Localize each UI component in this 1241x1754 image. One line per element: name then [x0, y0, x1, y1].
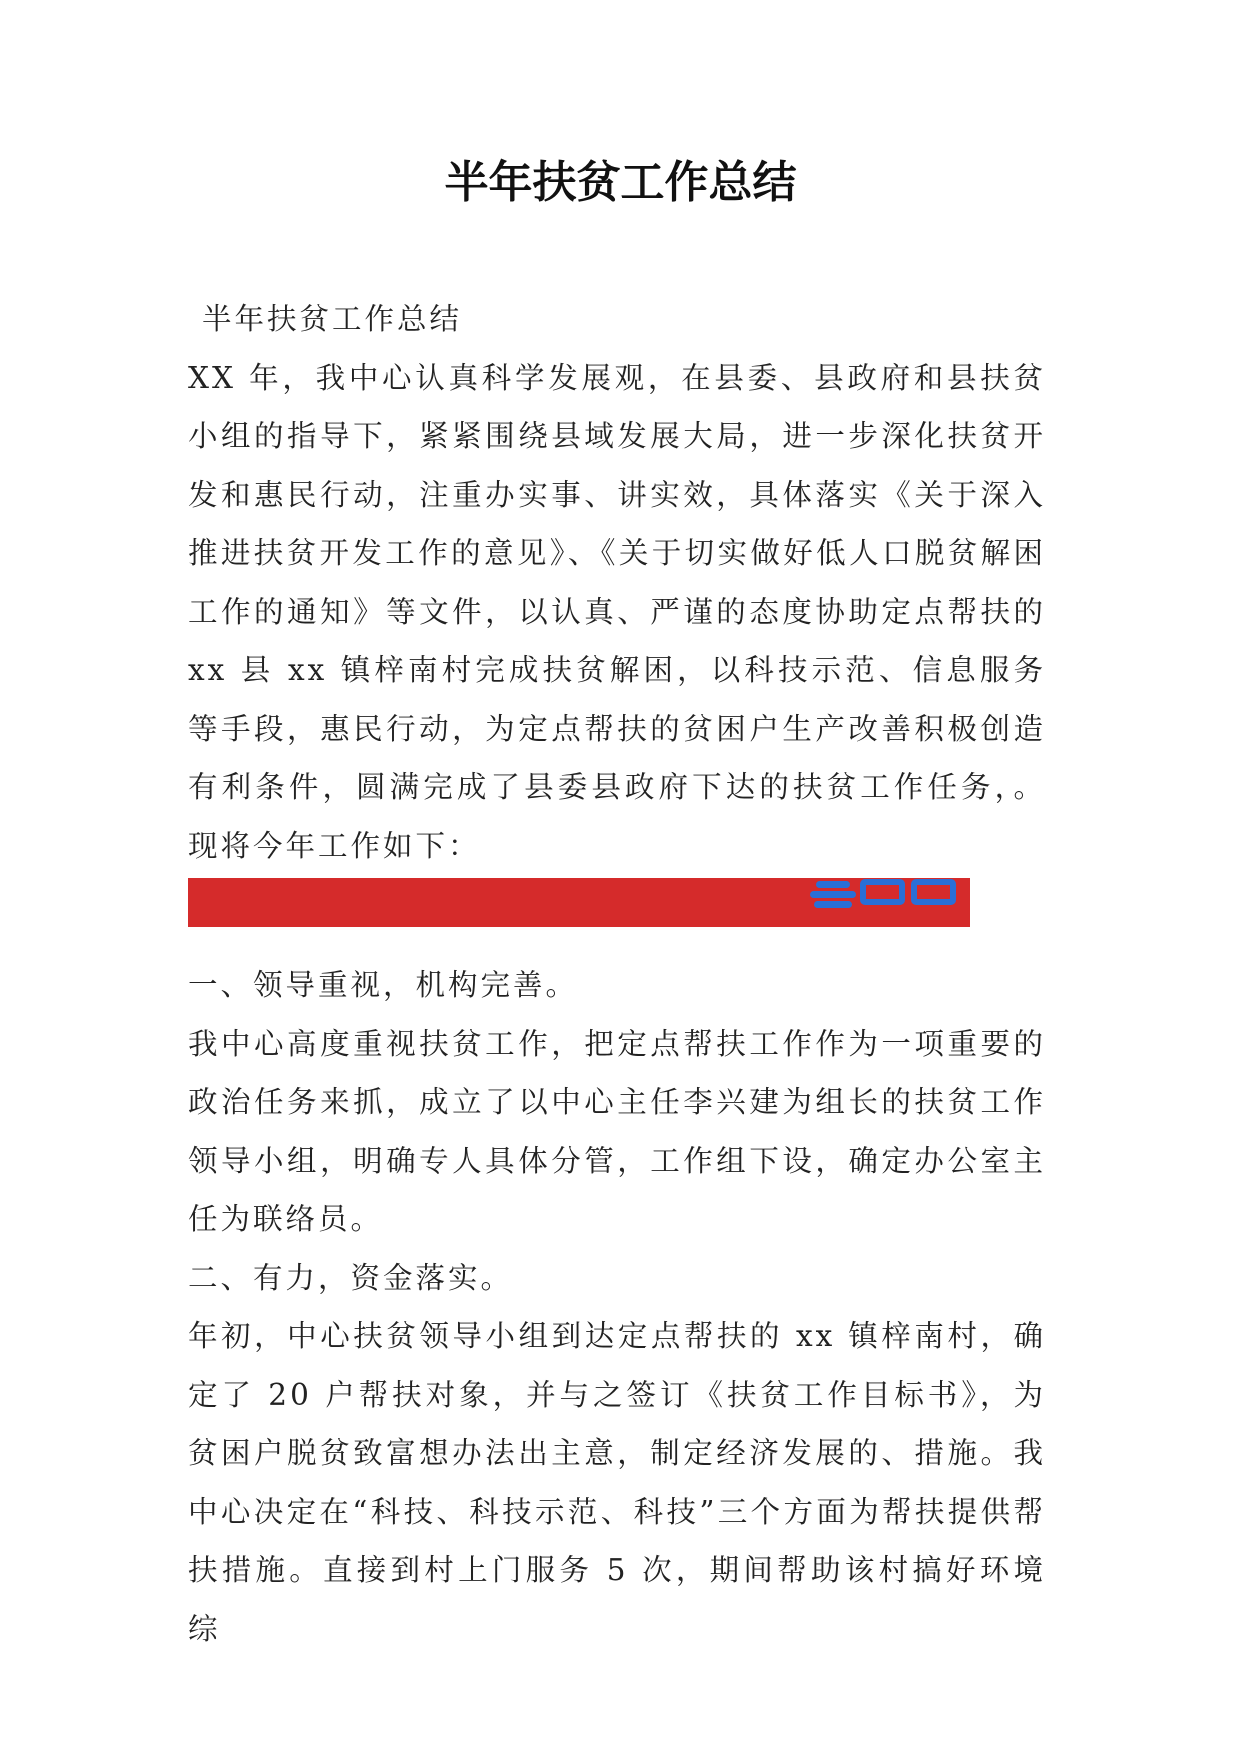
advertisement-banner: [188, 878, 970, 927]
logo-mark-icon: [810, 878, 856, 909]
site-logo-icon: [810, 878, 956, 912]
section-heading-1: 一、领导重视，机构完善。: [188, 968, 579, 1002]
section-heading-2: 二、有力，资金落实。: [188, 1260, 514, 1295]
section-paragraph-2: 年初，中心扶贫领导小组到达定点帮扶的 xx 镇梓南村，确定了 20 户帮扶对象，并与之签订《扶贫工作目标书》，为贫困户脱贫致富想办法出主意，制定经济发展的、措施。我中心决定在“科技、科技示范、科技”三个方面为帮扶提供帮扶措施。直接到村上门服务 5 次，期间帮助该村搞好环境综: [188, 1319, 1046, 1646]
document-body: [188, 290, 1046, 1658]
section-paragraph-1: 我中心高度重视扶贫工作，把定点帮扶工作作为一项重要的政治任务来抓，成立了以中心主任李兴建为组长的扶贫工作领导小组，明确专人具体分管，工作组下设，确定办公室主任为联络员。: [188, 1026, 1046, 1236]
intro-paragraph: XX 年，我中心认真科学发展观，在县委、县政府和县扶贫小组的指导下，紧紧围绕县域发展大局，进一步深化扶贫开发和惠民行动，注重办实事、讲实效，具体落实《关于深入推进扶贫开发工作的意见》、《关于切实做好低人口脱贫解困工作的通知》等文件，以认真、严谨的态度协助定点帮扶的 xx 县 xx 镇梓南村完成扶贫解困，以科技示范、信息服务等手段，惠民行动，为定点帮扶的贫困户生产改善积极创造有利条件，圆满完成了县委县政府下达的扶贫工作任务，。现将今年工作如下：: [188, 360, 1046, 863]
document-subtitle: 半年扶贫工作总结: [202, 302, 463, 336]
document-title: 半年扶贫工作总结: [444, 157, 797, 208]
logo-wordmark-icon: [860, 878, 956, 907]
